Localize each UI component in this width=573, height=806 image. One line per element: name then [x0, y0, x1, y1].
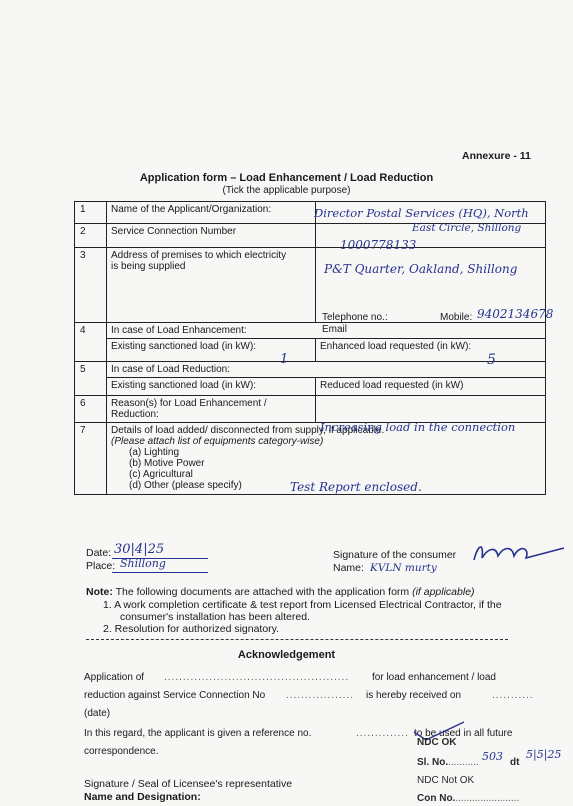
note-bold: Note:: [86, 586, 113, 598]
consumer-name-label: Name:: [333, 562, 364, 574]
existing-load-enh-handwritten: 1: [280, 352, 289, 367]
ack-line4-a: In this regard, the applicant is given a reference no.: [84, 728, 312, 739]
reason-field[interactable]: [316, 396, 546, 423]
row-number: 1: [75, 202, 107, 224]
consumer-signature-label: Signature of the consumer: [333, 549, 457, 561]
stamp-ndc-ok: NDC OK: [417, 737, 457, 748]
ack-connection-dots[interactable]: ..................: [286, 690, 355, 701]
address-label-line2: is being supplied: [111, 261, 186, 272]
ack-applicant-dots[interactable]: .................................................: [164, 672, 350, 683]
ack-line1-a: Application of: [84, 672, 145, 683]
applicant-name-handwritten-2: East Circle, Shillong: [412, 222, 522, 234]
load-reduction-heading: In case of Load Reduction:: [107, 362, 546, 378]
mobile-handwritten: 9402134678: [477, 307, 554, 321]
enhanced-load-handwritten: 5: [487, 352, 496, 368]
row-number: 7: [75, 423, 107, 495]
note-italic: (if applicable): [412, 586, 475, 598]
form-subtitle: (Tick the applicable purpose): [222, 185, 351, 196]
ack-line-3: (date): [84, 708, 111, 719]
table-row: [75, 339, 546, 362]
table-row: [75, 248, 546, 323]
row-number: 5: [75, 362, 107, 396]
ack-heading: Acknowledgement: [237, 649, 336, 661]
ack-line-1: [84, 672, 532, 683]
table-row: [75, 378, 546, 396]
list-item: (b) Motive Power: [129, 458, 205, 469]
ack-line1-b: for load enhancement / load: [372, 672, 496, 683]
ack-date-dots[interactable]: ...........: [492, 690, 534, 701]
place-label: Place:: [86, 560, 116, 572]
applicant-name-handwritten-1: Director Postal Services (HQ), North: [314, 206, 529, 220]
stamp-dt-label: dt: [510, 757, 520, 768]
stamp-serial: [417, 757, 479, 768]
ack-line4-b: to be used in all future: [414, 728, 513, 739]
service-connection-label: Service Connection Number: [107, 224, 316, 248]
note-item-1-cont: consumer's installation has been altered.: [120, 611, 310, 623]
ack-line2-a: reduction against Service Connection No: [84, 690, 266, 701]
stamp-dt-handwritten: 5|5|25: [526, 748, 562, 761]
date-label: Date:: [86, 547, 112, 559]
stamp-ndc-not-ok: NDC Not OK: [417, 775, 475, 786]
stamp-con-dots: .......................: [455, 793, 520, 804]
annexure-label: Annexure - 11: [462, 150, 531, 162]
reason-label-line2: Reduction:: [111, 409, 159, 420]
application-form-table: [74, 201, 546, 495]
ack-line-2: [84, 690, 532, 701]
list-item: (a) Lighting: [129, 447, 180, 458]
table-row: [75, 362, 546, 378]
note-item-2: 2. Resolution for authorized signatory.: [103, 623, 280, 635]
address-label: [107, 248, 316, 323]
name-designation-label: Name and Designation:: [84, 791, 201, 803]
stamp-con: [417, 793, 519, 804]
stamp-sl-dots: ...........: [448, 757, 479, 768]
existing-load-red-label: Existing sanctioned load (in kW):: [107, 378, 316, 396]
load-details-handwritten: Test Report enclosed.: [290, 480, 422, 494]
row-number: 3: [75, 248, 107, 323]
stamp-sl-handwritten: 503: [482, 750, 503, 763]
consumer-signature-icon: [468, 538, 568, 568]
telephone-label: Telephone no.:: [322, 312, 388, 323]
licensee-signature-label: Signature / Seal of Licensee's representative: [84, 778, 293, 790]
address-label-line1: Address of premises to which electricity: [111, 250, 287, 261]
list-item: (c) Agricultural: [129, 469, 193, 480]
service-connection-handwritten: 1000778133: [340, 238, 417, 252]
applicant-name-label: Name of the Applicant/Organization:: [107, 202, 316, 224]
load-details-line2: (Please attach list of equipments category-wise): [111, 436, 324, 447]
row-number: 6: [75, 396, 107, 423]
table-row: [75, 396, 546, 423]
stamp-sl-label: Sl. No.: [417, 757, 449, 768]
reason-label-line1: Reason(s) for Load Enhancement /: [111, 398, 267, 409]
row-number: 4: [75, 323, 107, 362]
form-title: Application form – Load Enhancement / Load Reduction: [139, 172, 434, 184]
email-label: Email: [322, 324, 348, 335]
date-handwritten: 30|4|25: [114, 542, 165, 557]
note-item-1: 1. A work completion certificate & test report from Licensed Electrical Contractor, if the: [103, 599, 502, 611]
ack-line-5: correspondence.: [84, 746, 159, 757]
consumer-name-handwritten: KVLN murty: [370, 562, 437, 574]
table-row: [75, 323, 546, 339]
note-line: [86, 586, 475, 598]
reduced-load-label: Reduced load requested (in kW): [316, 378, 546, 396]
address-handwritten: P&T Quarter, Oakland, Shillong: [324, 262, 518, 276]
ack-reference-dots[interactable]: ..............: [356, 728, 409, 739]
reason-handwritten: Increasing load in the connection: [320, 420, 516, 434]
load-details-line1: Details of load added/ disconnected from supply, if applicable.: [111, 425, 385, 436]
existing-load-enh-label: Existing sanctioned load (in kW):: [107, 339, 316, 362]
place-handwritten: Shillong: [120, 557, 166, 570]
reason-label: [107, 396, 316, 423]
enhanced-load-label: Enhanced load requested (in kW):: [316, 339, 546, 362]
mobile-label: Mobile:: [440, 312, 473, 323]
list-item: (d) Other (please specify): [129, 480, 242, 491]
place-underline: [112, 572, 208, 573]
ack-line2-b: is hereby received on: [366, 690, 462, 701]
stamp-con-label: Con No.: [417, 793, 456, 804]
load-enhancement-heading: In case of Load Enhancement:: [107, 323, 546, 339]
divider: [86, 639, 508, 640]
note-text: The following documents are attached with the application form: [112, 586, 413, 598]
row-number: 2: [75, 224, 107, 248]
